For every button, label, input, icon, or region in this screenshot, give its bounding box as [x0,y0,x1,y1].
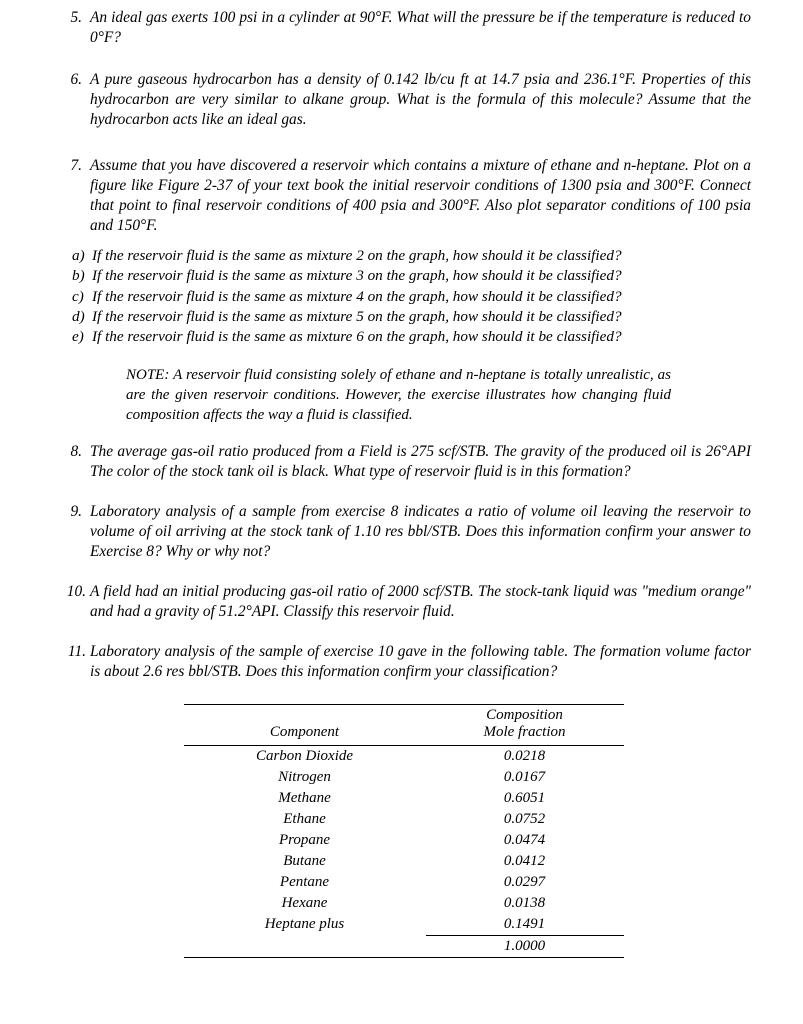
table-total-row [184,935,624,957]
list-item [72,266,751,286]
table-cell-component: Butane [283,852,326,869]
sublist-label: a) [72,247,85,265]
problem-7-note: NOTE: A reservoir fluid consisting solely of ethane and n-heptane is totally unrealistic, as are the given reservoir conditions. However, the exercise illustrates how changing fluid composition affects the way a fluid is classified. [126,367,671,424]
table-row [184,745,624,767]
sublist-label: c) [72,287,84,305]
table-row [184,851,624,872]
problem-number: 8. [70,442,82,460]
sublist-text: If the reservoir fluid is the same as mixture 3 on the graph, how should it be classified? [92,267,622,285]
table-cell-component: Ethane [283,810,326,827]
table-total-label [184,935,426,957]
table-header-component: Component [184,704,426,745]
sublist-label: b) [72,267,85,285]
table-row [184,767,624,788]
table-header-composition-line2: Mole fraction [483,723,566,740]
table-cell-component: Propane [278,831,331,848]
table-row [184,809,624,830]
sublist-text: If the reservoir fluid is the same as mixture 2 on the graph, how should it be classified? [92,247,622,265]
table-row [184,914,624,936]
problem-text: A field had an initial producing gas-oil ratio of 2000 scf/STB. The stock-tank liquid was "medium orange" and had a gravity of 51.2°API. Classify this reservoir fluid. [90,582,751,620]
problem-item [56,642,751,682]
problem-7-subitems [72,246,751,347]
table-cell-value: 0.0138 [503,894,546,911]
sublist-label: e) [72,328,84,346]
problem-number: 10. [66,582,86,600]
problem-number: 5. [70,9,82,26]
problem-item [56,502,751,562]
composition-table-wrapper [184,704,624,958]
problem-number: 6. [70,71,82,89]
problem-text: The average gas-oil ratio produced from a Field is 275 scf/STB. The gravity of the produced oil is 26°API The color of the stock tank oil is black. What type of reservoir fluid is in this formation? [90,442,751,480]
table-cell-value: 0.1491 [426,914,624,936]
list-item [72,287,751,307]
problem-item [56,8,751,48]
table-row [184,872,624,893]
list-item [72,327,751,347]
table-cell-value: 0.0218 [503,747,546,764]
table-cell-component: Carbon Dioxide [255,747,354,764]
problem-item [56,156,751,236]
table-total-value: 1.0000 [503,937,546,954]
table-row [184,788,624,809]
table-cell-value: 0.6051 [503,789,546,806]
problem-text: An ideal gas exerts 100 psi in a cylinder at 90°F. What will the pressure be if the temperature is reduced to 0°F? [90,9,751,47]
problem-number: 7. [70,157,82,175]
table-cell-value: 0.0474 [503,831,546,848]
problem-number: 9. [70,502,82,520]
table-cell-value: 0.0412 [503,852,546,869]
table-cell-value: 0.0752 [503,810,546,827]
problem-text: Laboratory analysis of the sample of exercise 10 gave in the following table. The formation volume factor is about 2.6 res bbl/STB. Does this information confirm your classification? [90,642,751,680]
composition-table [184,704,624,958]
problem-item [56,442,751,482]
table-header-composition [426,704,624,745]
list-item [72,246,751,266]
table-row [184,893,624,914]
problem-text: Assume that you have discovered a reservoir which contains a mixture of ethane and n-heptane. Plot on a figure like Figure 2-37 of your text book the initial reservoir conditions of 1300 psia and 300°F. Connect that point to final reservoir conditions of 400 psia and 300°F. Also plot separator conditions of 100 psia and 150°F. [90,157,751,235]
list-item [72,307,751,327]
table-header-composition-line1: Composition [486,706,563,723]
sublist-text: If the reservoir fluid is the same as mixture 5 on the graph, how should it be classified? [92,307,622,325]
table-cell-component: Heptane plus [264,915,345,932]
sublist-text: If the reservoir fluid is the same as mixture 4 on the graph, how should it be classified? [92,287,622,305]
table-cell-component: Pentane [279,873,330,890]
problem-text: A pure gaseous hydrocarbon has a density of 0.142 lb/cu ft at 14.7 psia and 236.1°F. Properties of this hydrocarbon are very similar to alkane group. What is the formula of this molecule? Assume that the hydrocarbon acts like an ideal gas. [90,71,751,129]
table-cell-value: 0.0167 [503,768,546,785]
table-cell-component: Hexane [281,894,328,911]
sublist-text: If the reservoir fluid is the same as mixture 6 on the graph, how should it be classified? [92,328,622,346]
table-cell-component: Nitrogen [278,768,331,785]
problem-item [56,582,751,622]
table-cell-component: Methane [278,789,331,806]
sublist-label: d) [72,307,85,325]
table-cell-value: 0.0297 [503,873,546,890]
problem-item [56,70,751,130]
problem-text: Laboratory analysis of a sample from exercise 8 indicates a ratio of volume oil leaving the reservoir to volume of oil arriving at the stock tank of 1.10 res bbl/STB. Does this information confirm your answer to Exercise 8? Why or why not? [90,502,751,560]
table-row [184,830,624,851]
problem-number: 11. [67,642,86,660]
